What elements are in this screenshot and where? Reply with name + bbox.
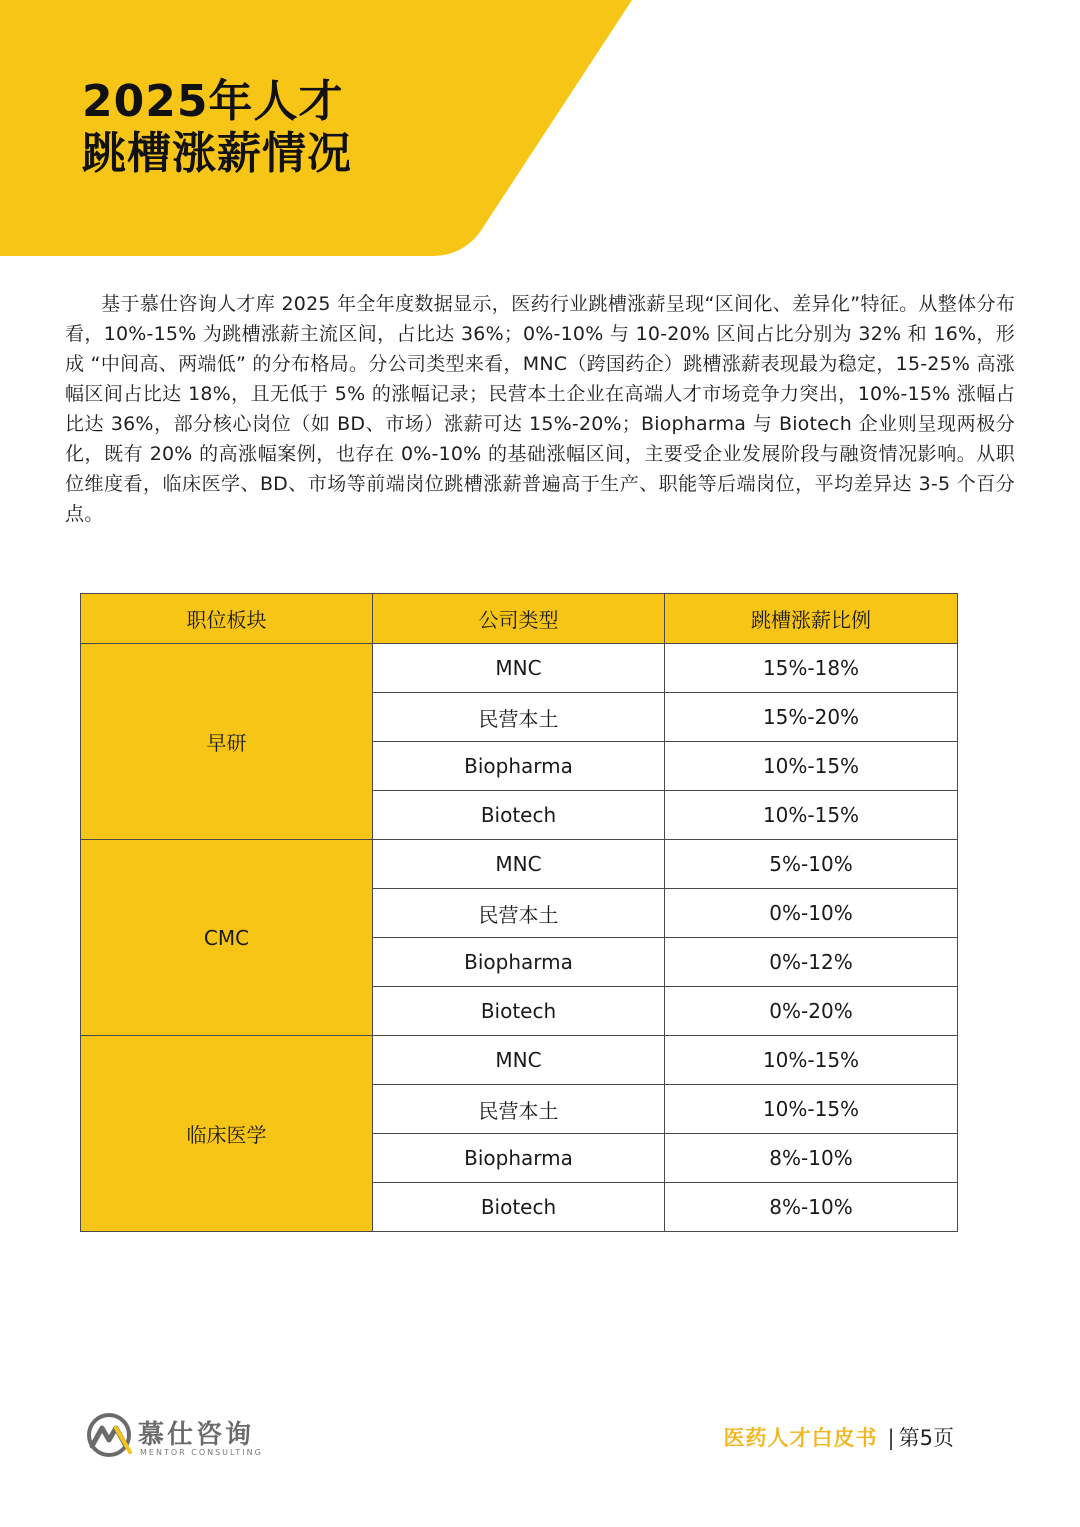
ratio-cell: 10%-15% — [665, 1036, 958, 1085]
ratio-cell: 0%-20% — [665, 987, 958, 1036]
sector-cell: 临床医学 — [81, 1036, 373, 1232]
company-cell: 民营本土 — [373, 693, 665, 742]
company-cell: Biotech — [373, 1183, 665, 1232]
company-cell: Biopharma — [373, 1134, 665, 1183]
table-row — [81, 644, 958, 693]
footer-separator: | — [887, 1426, 895, 1450]
intro-paragraph: 基于慕仕咨询人才库 2025 年全年度数据显示，医药行业跳槽涨薪呈现“区间化、差异化”特征。从整体分布看，10%-15% 为跳槽涨薪主流区间，占比达 36%；0%-10% 与 10-20% 区间占比分别为 32% 和 16%，形成 “中间高、两端低” 的分布格局。分公司类型来看，MNC（跨国药企）跳槽涨薪表现最为稳定，15-25% 高涨幅区间占比达 18%，且无低于 5% 的涨幅记录；民营本土企业在高端人才市场竞争力突出，10%-15% 涨幅占比达 36%，部分核心岗位（如 BD、市场）涨薪可达 15%-20%；Biopharma 与 Biotech 企业则呈现两极分化，既有 20% 的高涨幅案例，也存在 0%-10% 的基础涨幅区间，主要受企业发展阶段与融资情况影响。从职位维度看，临床医学、BD、市场等前端岗位跳槽涨薪普遍高于生产、职能等后端岗位，平均差异达 3-5 个百分点。 — [65, 293, 1015, 525]
sector-cell: CMC — [81, 840, 373, 1036]
table-row — [81, 1036, 958, 1085]
ratio-cell: 8%-10% — [665, 1134, 958, 1183]
company-cell: Biopharma — [373, 938, 665, 987]
sector-cell: 早研 — [81, 644, 373, 840]
company-cell: 民营本土 — [373, 889, 665, 938]
ratio-cell: 8%-10% — [665, 1183, 958, 1232]
logo-subtitle: MENTOR CONSULTING — [140, 1448, 263, 1457]
ratio-cell: 5%-10% — [665, 840, 958, 889]
table-header — [81, 594, 958, 644]
company-logo — [86, 1410, 286, 1464]
table-header-row — [81, 594, 958, 644]
ratio-cell: 10%-15% — [665, 1085, 958, 1134]
footer-brand: 医药人才白皮书 — [723, 1426, 878, 1450]
table-row — [81, 840, 958, 889]
ratio-cell: 0%-10% — [665, 889, 958, 938]
header-ratio: 跳槽涨薪比例 — [665, 594, 958, 644]
page-title — [82, 76, 352, 180]
company-cell: MNC — [373, 1036, 665, 1085]
page-number: 第5页 — [898, 1426, 954, 1450]
company-cell: Biotech — [373, 791, 665, 840]
footer-page-info — [724, 1422, 954, 1452]
ratio-cell: 0%-12% — [665, 938, 958, 987]
header-company-type: 公司类型 — [373, 594, 665, 644]
logo-name: 慕仕咨询 — [138, 1420, 255, 1450]
company-cell: 民营本土 — [373, 1085, 665, 1134]
company-cell: Biopharma — [373, 742, 665, 791]
table-body — [81, 644, 958, 1232]
ratio-cell: 10%-15% — [665, 742, 958, 791]
company-cell: MNC — [373, 840, 665, 889]
salary-table — [80, 593, 958, 1232]
header-sector: 职位板块 — [81, 594, 373, 644]
ratio-cell: 15%-20% — [665, 693, 958, 742]
ratio-cell: 10%-15% — [665, 791, 958, 840]
company-cell: Biotech — [373, 987, 665, 1036]
company-cell: MNC — [373, 644, 665, 693]
title-line-2: 跳槽涨薪情况 — [82, 128, 352, 179]
title-line-1: 2025年人才 — [82, 76, 344, 127]
ratio-cell: 15%-18% — [665, 644, 958, 693]
mountain-m-icon — [86, 1412, 132, 1458]
